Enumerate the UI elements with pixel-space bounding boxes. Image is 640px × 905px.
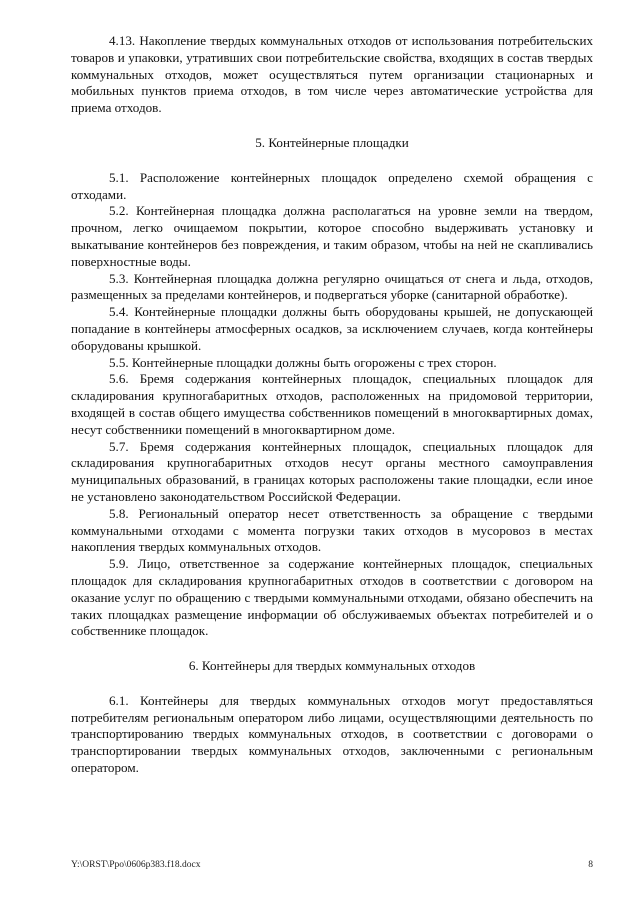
paragraph-4-13: 4.13. Накопление твердых коммунальных отходов от использования потребительских товаров и упаковки, утративших свои потребительские свойства, входящих в состав твердых коммунальных отходов, может осуществляться путем организации стационарных и мобильных пунктов приема отходов, в том числе через автоматические устройства для приема отходов.	[71, 33, 593, 116]
footer-file-path: Y:\ORST\Ppo\0606p383.f18.docx	[71, 860, 201, 870]
spacer	[71, 117, 593, 135]
paragraph-5-9: 5.9. Лицо, ответственное за содержание контейнерных площадок, специальных площадок для складирования крупногабаритных отходов в соответствии с договором на оказание услуг по обращению с твердыми коммунальными отходами, обязано обеспечить на таких площадках размещение информации об обслуживаемых объектах потребителей и о собственнике площадок.	[71, 556, 593, 639]
section-5-heading: 5. Контейнерные площадки	[255, 134, 409, 150]
spacer	[71, 675, 593, 693]
spacer	[71, 640, 593, 658]
paragraph-5-3: 5.3. Контейнерная площадка должна регулярно очищаться от снега и льда, отходов, размещенных за пределами контейнеров, и подвергаться уборке (санитарной обработке).	[71, 270, 593, 303]
paragraph-5-6: 5.6. Бремя содержания контейнерных площадок, специальных площадок для складирования крупногабаритных отходов, расположенных на придомовой территории, входящей в состав общего имущества собственников помещений в многоквартирных домах, несут собственники помещений в многоквартирном доме.	[71, 371, 593, 437]
paragraph-6-1: 6.1. Контейнеры для твердых коммунальных отходов могут предоставляться потребителям региональным оператором либо лицами, осуществляющими деятельность по транспортированию твердых коммунальных отходов, в соответствии с договорами о транспортировании твердых коммунальных отходов, заключенными с региональным оператором.	[71, 692, 593, 776]
paragraph-5-8: 5.8. Региональный оператор несет ответственность за обращение с твердыми коммунальными отходами с момента погрузки таких отходов в мусоровоз в местах накопления твердых коммунальных отходов.	[71, 505, 593, 555]
paragraph-5-2: 5.2. Контейнерная площадка должна располагаться на уровне земли на твердом, прочном, легко очищаемом покрытии, которое способно выдерживать установку и выкатывание контейнеров без повреждения, и таким образом, чтобы на ней не скапливались поверхностные воды.	[71, 203, 593, 269]
page-number: 8	[588, 860, 593, 870]
section-6-heading: 6. Контейнеры для твердых коммунальных отходов	[188, 658, 476, 674]
paragraph-5-7: 5.7. Бремя содержания контейнерных площадок, специальных площадок для складирования крупногабаритных отходов несут органы местного самоуправления муниципальных образований, в границах которых расположены такие площадки, если иное не установлено законодательством Российской Федерации.	[71, 438, 593, 504]
spacer	[71, 152, 593, 170]
paragraph-5-1: 5.1. Расположение контейнерных площадок определено схемой обращения с отходами.	[71, 169, 593, 202]
paragraph-5-4: 5.4. Контейнерные площадки должны быть оборудованы крышей, не допускающей попадание в контейнеры атмосферных осадков, за исключением случаев, когда контейнеры оборудованы крышкой.	[71, 304, 593, 353]
paragraph-5-5: 5.5. Контейнерные площадки должны быть огорожены с трех сторон.	[109, 354, 497, 370]
document-body	[71, 33, 593, 777]
